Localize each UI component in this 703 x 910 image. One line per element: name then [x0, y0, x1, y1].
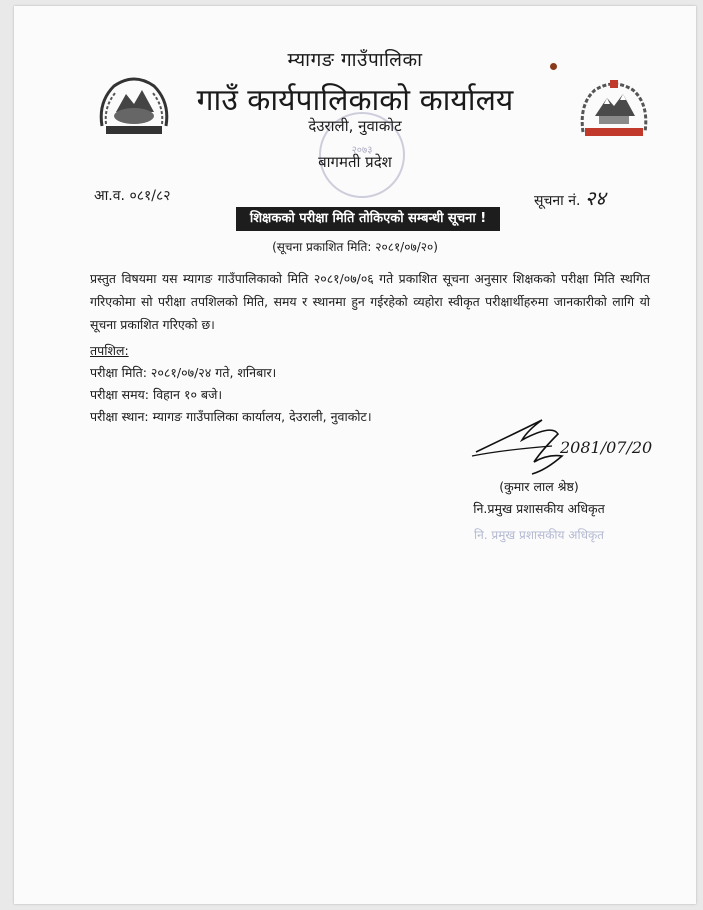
exam-date: परीक्षा मिति: २०८१/०७/२४ गते, शनिबार। — [90, 365, 277, 380]
signatory-stamp: नि. प्रमुख प्रशासकीय अधिकृत — [473, 528, 605, 542]
notice-title: शिक्षकको परीक्षा मिति तोकिएको सम्बन्धी सूचना ! — [236, 207, 500, 231]
signatory-name: (कुमार लाल श्रेष्ठ) — [499, 479, 579, 494]
notice-page — [14, 6, 696, 904]
province-name: बागमती प्रदेश — [318, 153, 392, 171]
details-heading: तपशिल: — [90, 343, 129, 358]
notice-number-value: २४ — [584, 186, 606, 210]
exam-time: परीक्षा समय: विहान १० बजे। — [90, 387, 223, 402]
municipality-name: म्यागङ गाउँपालिका — [287, 49, 423, 71]
notice-number-label: सूचना नं. — [534, 193, 581, 209]
fiscal-year: आ.व. ०८१/८२ — [94, 188, 171, 204]
office-address: देउराली, नुवाकोट — [308, 117, 402, 135]
office-title: गाउँ कार्यपालिकाको कार्यालय — [196, 83, 514, 118]
notice-number — [534, 184, 606, 211]
published-date: (सूचना प्रकाशित मिति: २०८१/०७/२०) — [272, 240, 438, 254]
signature-date: 2081/07/20 — [560, 438, 653, 457]
signatory-title: नि.प्रमुख प्रशासकीय अधिकृत — [473, 501, 605, 516]
exam-place: परीक्षा स्थान: म्यागङ गाउँपालिका कार्यालय, देउराली, नुवाकोट। — [90, 409, 372, 424]
office-stamp-text: २०७३ — [351, 145, 373, 156]
notice-body: प्रस्तुत विषयमा यस म्यागङ गाउँपालिकाको मिति २०८१/०७/०६ गते प्रकाशित सूचना अनुसार शिक्षकको परीक्षा मिति स्थगित गरिएकोमा सो परीक्षा तपशिलको मिति, समय र स्थानमा हुन गईरहेको व्यहोरा स्वीकृत परीक्षार्थीहरुमा जानकारीको लागि यो सूचना प्रकाशित गरिएको छ। — [90, 271, 650, 332]
